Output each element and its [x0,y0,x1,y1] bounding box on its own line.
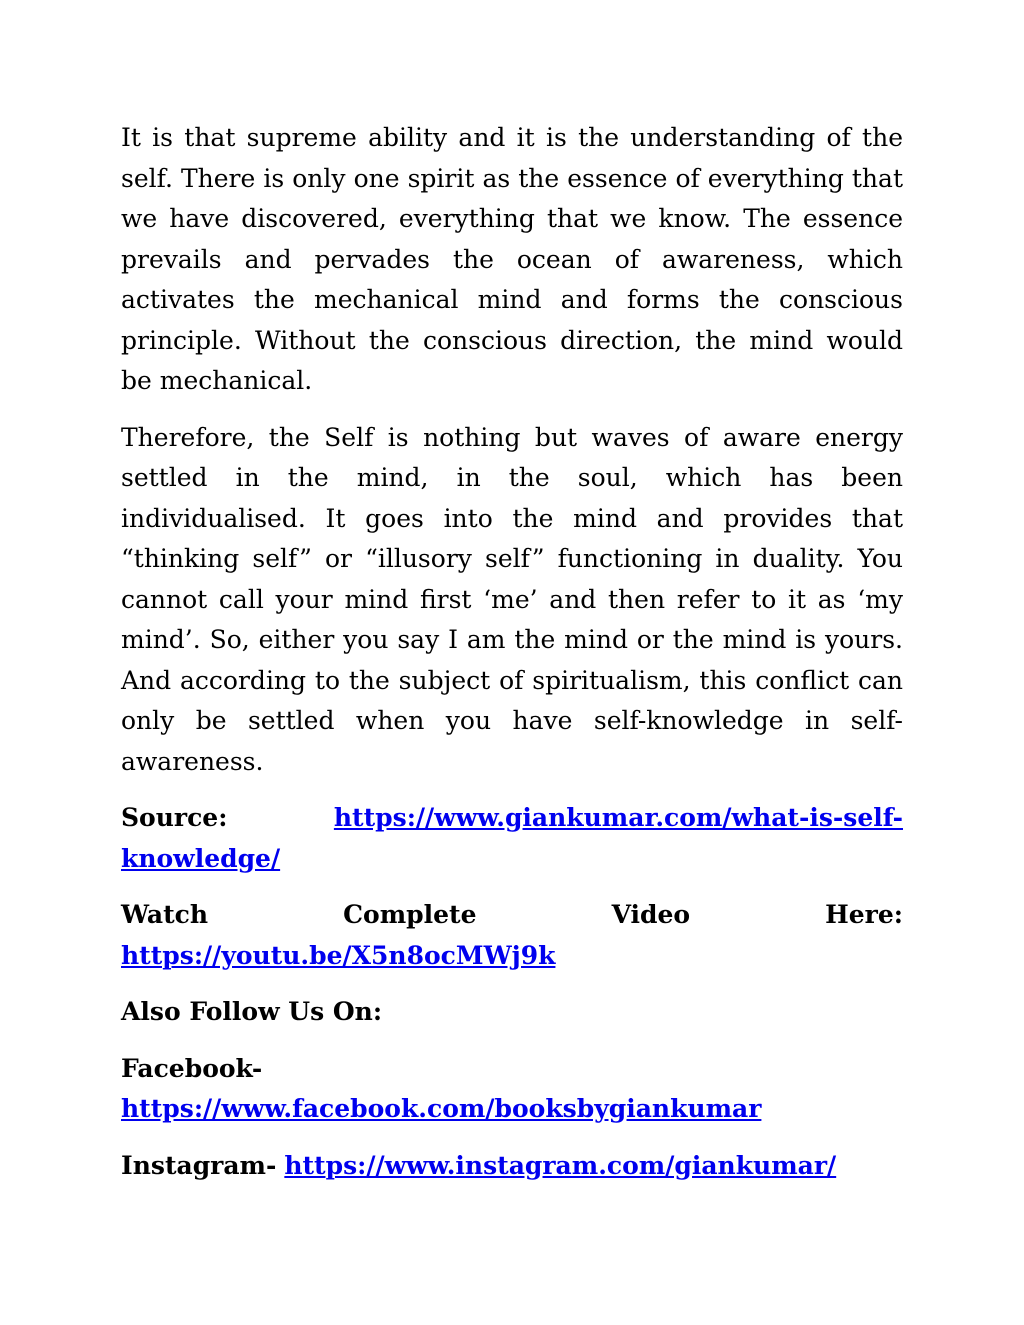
facebook-label: Facebook- [121,1053,263,1083]
facebook-link-line [121,1089,903,1130]
paragraph-1: It is that supreme ability and it is the understanding of the self. There is only one spirit as the essence of everything that we have discovered, everything that we know. The essence prevails and pervades the ocean of awareness, which activates the mechanical mind and forms the conscious principle. Without the conscious direction, the mind would be mechanical. [121,123,903,395]
instagram-label: Instagram- [121,1150,277,1180]
video-block [121,895,903,976]
paragraph-2: Therefore, the Self is nothing but waves of aware energy settled in the mind, in the soul, which has been individualised. It goes into the mind and provides that “thinking self” or “illusory self” functioning in duality. You cannot call your mind first ‘me’ and then refer to it as ‘my mind’. So, either you say I am the mind or the mind is yours. And according to the subject of spiritualism, this conflict can only be settled when you have self-knowledge in self-awareness. [121,422,903,776]
video-word-2: Complete [343,900,477,929]
source-line-2 [121,839,903,880]
video-label-line [121,895,903,936]
follow-heading: Also Follow Us On: [121,997,383,1026]
video-word-1: Watch [121,900,209,929]
video-word-4: Here: [825,900,903,929]
source-link-part1[interactable]: https://www.giankumar.com/what-is-self- [333,803,903,832]
video-link[interactable]: https://youtu.be/X5n8ocMWj9k [121,940,556,970]
video-word-3: Video [611,900,691,929]
source-block [121,798,903,879]
instagram-link[interactable]: https://www.instagram.com/giankumar/ [284,1150,837,1180]
video-link-line [121,936,903,977]
source-line [121,798,903,839]
facebook-link[interactable]: https://www.facebook.com/booksbygiankumar [121,1094,762,1123]
instagram-block [121,1146,903,1187]
facebook-block [121,1049,903,1130]
source-link-part2[interactable]: knowledge/ [121,843,281,873]
source-label: Source: [121,803,228,832]
document-page [121,118,903,1202]
